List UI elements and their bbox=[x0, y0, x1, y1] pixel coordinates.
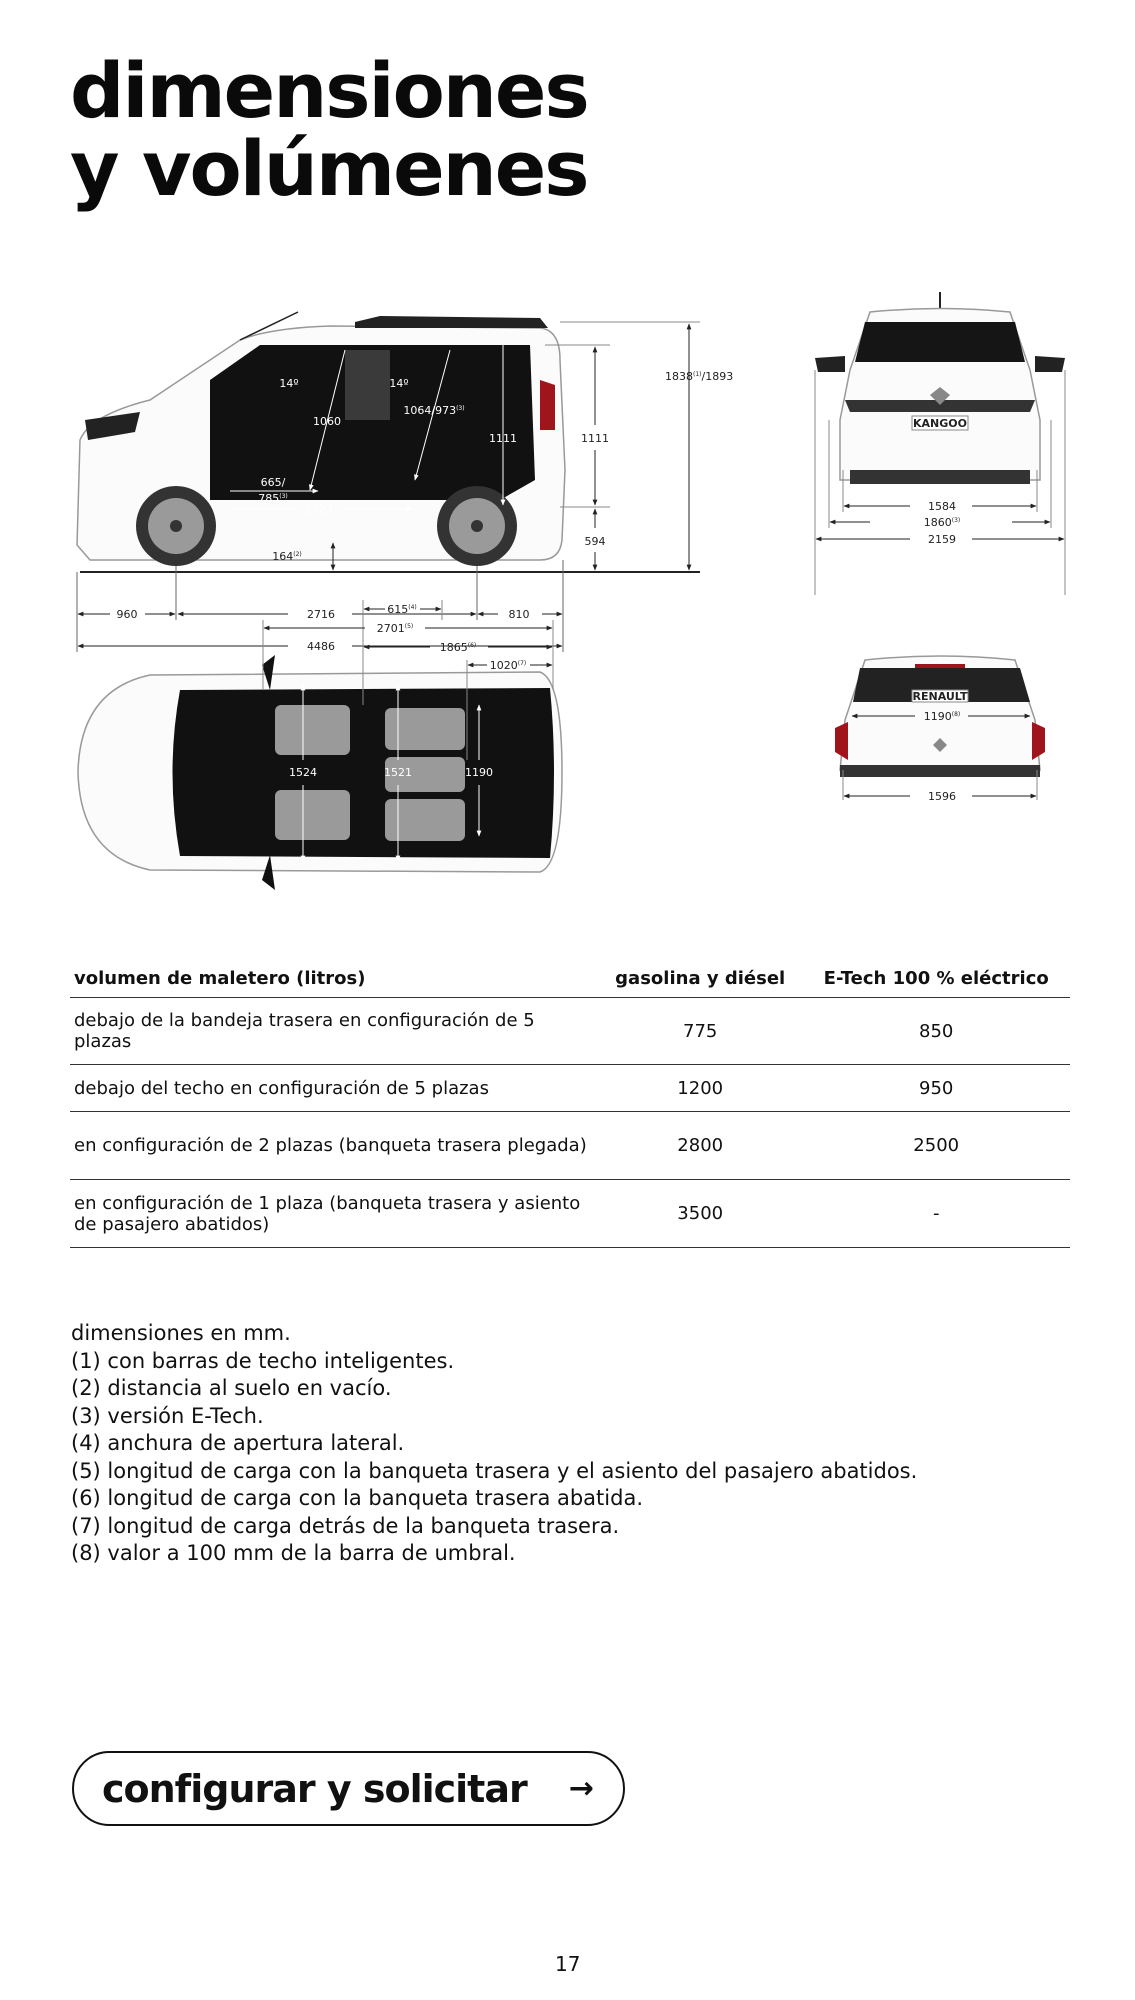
table-row: debajo del techo en configuración de 5 plazas 1200 950 bbox=[70, 1065, 1070, 1112]
table-row: en configuración de 1 plaza (banqueta trasera y asiento de pasajero abatidos) 3500 - bbox=[70, 1180, 1070, 1248]
front-track-label: 1584 bbox=[928, 500, 956, 513]
footnote: (7) longitud de carga detrás de la banqueta trasera. bbox=[71, 1513, 620, 1538]
total-height-label: 1838$^{(1)}$/1893 bbox=[665, 370, 734, 383]
rear-overhang-label: 810 bbox=[508, 608, 530, 621]
rear-plate-text: RENAULT bbox=[912, 690, 968, 703]
table-header-row bbox=[70, 962, 1070, 998]
sill-height-label: 594 bbox=[584, 535, 606, 548]
rear-opening-width-label: 1190$^{(8)}$ bbox=[923, 710, 961, 723]
front-angle-label: 14º bbox=[279, 377, 299, 390]
footnote: (3) versión E-Tech. bbox=[71, 1403, 264, 1428]
footnote: (8) valor a 100 mm de la barra de umbral. bbox=[71, 1541, 516, 1565]
side-opening-label: 615$^{(4)}$ bbox=[387, 603, 417, 616]
ground-clearance-label: 164$^{(2)}$ bbox=[272, 550, 302, 563]
column-header-volume: volumen de maletero (litros) bbox=[70, 962, 598, 998]
front-overhang-label: 960 bbox=[116, 608, 138, 621]
vehicle-dimension-diagrams bbox=[0, 0, 1135, 940]
floor-length-label: 1727 bbox=[305, 503, 333, 516]
page-number: 17 bbox=[555, 1952, 581, 1976]
column-header-electric: E-Tech 100 % eléctrico bbox=[802, 962, 1070, 998]
front-legroom-alt-label: 785$^{(3)}$ bbox=[258, 492, 288, 505]
front-view bbox=[815, 292, 1065, 595]
load-length-rear-label: 1020$^{(7)}$ bbox=[489, 659, 527, 672]
column-header-fuel: gasolina y diésel bbox=[598, 962, 802, 998]
front-width-label: 1524 bbox=[289, 766, 317, 779]
width-mirrors-label: 2159 bbox=[928, 533, 956, 546]
wheel-rear bbox=[437, 486, 517, 566]
boot-volume-table bbox=[70, 962, 1070, 1248]
arrow-right-icon: → bbox=[568, 1771, 593, 1806]
front-legroom-label: 665/ bbox=[260, 476, 286, 489]
page-title: dimensiones y volúmenes bbox=[70, 46, 588, 213]
footnotes bbox=[71, 1320, 917, 1568]
load-length-max-label: 2701$^{(5)}$ bbox=[376, 622, 414, 635]
footnote: (5) longitud de carga con la banqueta trasera y el asiento del pasajero abatidos. bbox=[71, 1458, 918, 1483]
cargo-height-label: 1111 bbox=[581, 432, 609, 445]
footnote: (6) longitud de carga con la banqueta trasera abatida. bbox=[71, 1486, 643, 1510]
front-plate-text: KANGOO bbox=[913, 417, 967, 430]
total-length-label: 4486 bbox=[307, 640, 335, 653]
width-no-mirrors-label: 1860$^{(3)}$ bbox=[923, 516, 961, 529]
table-row: debajo de la bandeja trasera en configuración de 5 plazas 775 850 bbox=[70, 998, 1070, 1065]
footnote: (4) anchura de apertura lateral. bbox=[71, 1431, 405, 1455]
rear-view bbox=[835, 656, 1045, 803]
footnote: dimensiones en mm. bbox=[71, 1321, 291, 1345]
wheelbase-label: 2716 bbox=[307, 608, 335, 621]
rear-angle-label: 14º bbox=[389, 377, 409, 390]
wheel-front bbox=[136, 486, 216, 566]
interior-height-label: 1111 bbox=[489, 432, 517, 445]
rear-track-label: 1596 bbox=[928, 790, 956, 803]
rear-headroom-label: 1064/973$^{(3)}$ bbox=[403, 404, 465, 417]
footnote: (1) con barras de techo inteligentes. bbox=[71, 1348, 455, 1373]
rear-width-label: 1521 bbox=[384, 766, 412, 779]
side-view bbox=[77, 312, 733, 653]
wheelarch-width-label: 1190 bbox=[465, 766, 493, 779]
load-length-bench-label: 1865$^{(6)}$ bbox=[439, 641, 477, 654]
cta-label: configurar y solicitar bbox=[102, 1766, 527, 1811]
front-headroom-label: 1060 bbox=[313, 415, 341, 428]
table-row: en configuración de 2 plazas (banqueta trasera plegada) 2800 2500 bbox=[70, 1112, 1070, 1180]
configure-and-request-button[interactable] bbox=[72, 1751, 625, 1826]
footnote: (2) distancia al suelo en vacío. bbox=[71, 1376, 392, 1400]
